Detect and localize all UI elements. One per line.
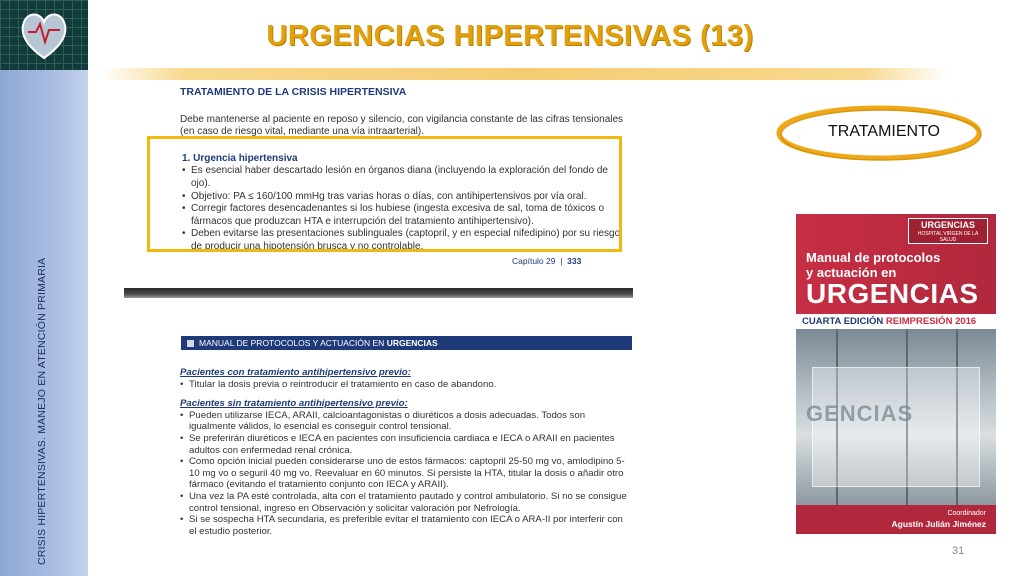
manual-header-prefix: MANUAL DE PROTOCOLOS Y ACTUACIÓN EN bbox=[199, 338, 385, 348]
excerpt-subheading: 1. Urgencia hipertensiva bbox=[182, 152, 298, 164]
section-title: Pacientes con tratamiento antihipertensivo previo: bbox=[180, 367, 411, 378]
heart-icon bbox=[18, 6, 70, 64]
excerpt-heading: TRATAMIENTO DE LA CRISIS HIPERTENSIVA bbox=[180, 86, 407, 98]
excerpt-bottom bbox=[180, 367, 632, 537]
footer-chapter: Capítulo 29 bbox=[512, 256, 556, 266]
square-icon bbox=[187, 340, 194, 347]
book-title-main: URGENCIAS bbox=[806, 278, 979, 309]
section-bullets bbox=[180, 379, 632, 391]
list-item: • Pueden utilizarse IECA, ARAII, calcioantagonistas o diuréticos a dosis adecuadas. Todos son igualmente válidos, lo esencial es conseguir control tensional. bbox=[180, 410, 632, 433]
list-item: • Es esencial haber descartado lesión en órganos diana (incluyendo la exploración del fondo de ojo). bbox=[182, 165, 630, 190]
callout-label: TRATAMIENTO bbox=[828, 123, 940, 140]
manual-header-bold: URGENCIAS bbox=[386, 338, 438, 348]
list-item: • Se preferirán diuréticos e IECA en pacientes con insuficiencia cardiaca e IECA o ARAII en pacientes adultos con enfermedad renal crónica. bbox=[180, 433, 632, 456]
footer-page: 333 bbox=[567, 256, 582, 266]
list-item: • Una vez la PA esté controlada, alta con el tratamiento pautado y control ambulatorio. Si no se consigue control tensional, ingreso en Observación y solicitar valoración por Nefrología. bbox=[180, 491, 632, 514]
manual-header-bar bbox=[181, 336, 632, 350]
page-number: 31 bbox=[952, 545, 965, 557]
sidebar bbox=[0, 0, 88, 576]
list-item: • Corregir factores desencadenantes si los hubiese (ingesta excesiva de sal, toma de tóxicos o fármacos que produzcan HTA e interrupción del tratamiento antihipertensivo). bbox=[182, 203, 630, 228]
book-cover bbox=[796, 214, 996, 534]
section-title: Pacientes sin tratamiento antihipertensivo previo: bbox=[180, 398, 408, 410]
photo-text: GENCIAS bbox=[806, 401, 914, 426]
list-item: • Si se sospecha HTA secundaria, es preferible evitar el tratamiento con IECA o ARA-II por interferir con el estudio posterior. bbox=[180, 514, 632, 537]
vertical-label: CRISIS HIPERTENSIVAS. MANEJO EN ATENCIÓN PRIMARIA bbox=[36, 257, 48, 565]
book-coordinator: Coordinador Agustín Julián Jiménez bbox=[796, 505, 996, 534]
excerpt-intro: Debe mantenerse al paciente en reposo y silencio, con vigilancia constante de las cifras tensionales (en caso de riesgo vital, mediante una vía intraarterial). bbox=[180, 113, 624, 138]
list-item: • Como opción inicial pueden considerarse uno de estos fármacos: captopril 25-50 mg vo, amlodipino 5-10 mg vo o seguril 40 mg vo. Reevaluar en 60 minutos. Si persiste la HTA, titular la dosis o añadir otro fármaco (evitando el tratamiento conjunto con IECA y ARAII). bbox=[180, 456, 632, 491]
page-footer: Capítulo 29 | 333 bbox=[512, 256, 582, 266]
list-item: • Titular la dosis previa o reintroducir el tratamiento en caso de abandono. bbox=[180, 379, 632, 391]
title-underline bbox=[100, 68, 948, 80]
slide-title: URGENCIAS HIPERTENSIVAS (13) bbox=[266, 20, 754, 52]
heart-logo bbox=[0, 0, 88, 70]
book-photo bbox=[796, 329, 996, 505]
list-item: • Deben evitarse las presentaciones sublinguales (captopril, y en especial nifedipino) por su riesgo de producir una hipotensión brusca y no controlable. bbox=[182, 228, 630, 253]
book-title-top: Manual de protocolos y actuación en bbox=[806, 250, 941, 280]
list-item: • Objetivo: PA ≤ 160/100 mmHg tras varias horas o días, con antihipertensivos por vía oral. bbox=[182, 191, 630, 204]
book-edition: CUARTA EDICIÓN REIMPRESIÓN 2016 bbox=[796, 314, 996, 329]
book-badge: URGENCIAS HOSPITAL VIRGEN DE LA SALUD bbox=[908, 218, 988, 244]
highlight-box bbox=[147, 136, 622, 252]
divider bbox=[124, 288, 633, 298]
section-bullets bbox=[180, 410, 632, 538]
